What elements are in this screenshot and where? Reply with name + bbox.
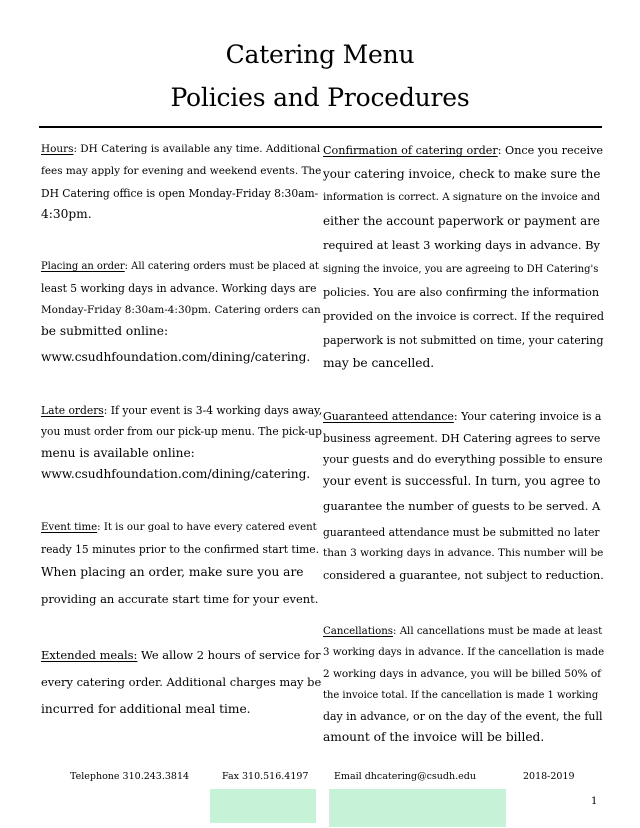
- policy-text: information is correct. A signature on the invoice and: [323, 192, 601, 204]
- policy-text: menu is available online:: [41, 445, 195, 460]
- page-number: 1: [591, 796, 598, 807]
- policy-text: policies. You are also confirming the information: [323, 286, 600, 300]
- policy-late-orders: [41, 400, 321, 485]
- policy-text: you must order from our pick-up menu. The pick-up: [41, 425, 322, 439]
- policy-text: fees may apply for evening and weekend events. The: [41, 164, 322, 177]
- policy-text: considered a guarantee, not subject to reduction.: [323, 568, 604, 582]
- policy-hours: [41, 139, 321, 226]
- policy-label: Late orders: [41, 404, 104, 417]
- policy-label: Guaranteed attendance: [323, 410, 454, 423]
- policy-text: incurred for additional meal time.: [41, 702, 251, 716]
- policy-placing-order: [41, 256, 321, 369]
- policy-label: Placing an order: [41, 261, 125, 272]
- policy-text: your guests and do everything possible to ensure: [323, 453, 603, 466]
- policy-text: 2 working days in advance, you will be billed 50% of: [323, 667, 602, 680]
- policy-url: www.csudhfoundation.com/dining/catering.: [41, 350, 311, 365]
- title-policies: Policies and Procedures: [170, 83, 470, 112]
- policy-label: Extended meals:: [41, 648, 138, 662]
- policy-event-time: [41, 517, 321, 610]
- policy-text: be submitted online:: [41, 324, 169, 339]
- policy-text: : Your catering invoice is a: [453, 410, 602, 423]
- policy-text: providing an accurate start time for your event.: [41, 592, 319, 606]
- policy-text: : DH Catering is available any time. Additional: [73, 143, 321, 155]
- policy-text: When placing an order, make sure you are: [41, 565, 304, 579]
- policy-text: amount of the invoice will be billed.: [323, 730, 545, 745]
- footer-year: 2018-2019: [523, 771, 575, 782]
- policy-guaranteed-attendance: [323, 406, 603, 586]
- policy-text: least 5 working days in advance. Working days are: [41, 281, 317, 295]
- policy-text: We allow 2 hours of service for: [137, 648, 321, 662]
- policy-confirmation: [323, 139, 603, 376]
- policy-text: : All cancellations must be made at least: [393, 626, 603, 637]
- policy-cancellations: [323, 621, 603, 749]
- policy-text: the invoice total. If the cancellation is made 1 working: [323, 689, 599, 701]
- policy-text: may be cancelled.: [323, 356, 435, 371]
- policy-text: : It is our goal to have every catered event: [97, 522, 317, 533]
- policy-text: 4:30pm.: [41, 207, 92, 222]
- footer-fax: Fax 310.516.4197: [222, 771, 309, 782]
- title-catering-menu: Catering Menu: [225, 40, 415, 69]
- policy-text: ready 15 minutes prior to the confirmed start time.: [41, 543, 319, 556]
- policy-text: : If your event is 3-4 working days away,: [103, 404, 323, 417]
- policy-text: : Once you receive: [497, 144, 604, 157]
- policy-text: either the account paperwork or payment are: [323, 214, 600, 229]
- policy-text: your event is successful. In turn, you agree to: [323, 473, 601, 488]
- footer-green-block-right: [329, 789, 506, 827]
- policy-text: signing the invoice, you are agreeing to DH Catering's: [323, 263, 599, 275]
- policy-label: Cancellations: [323, 626, 394, 637]
- policy-text: DH Catering office is open Monday-Friday 8:30am-: [41, 186, 319, 200]
- policy-text: required at least 3 working days in advance. By: [323, 237, 601, 252]
- policy-url: www.csudhfoundation.com/dining/catering.: [41, 466, 311, 481]
- footer-email: Email dhcatering@csudh.edu: [334, 771, 476, 782]
- header-divider: [39, 126, 602, 128]
- policy-text: every catering order. Additional charges may be: [41, 675, 322, 689]
- policy-text: business agreement. DH Catering agrees to serve: [323, 431, 601, 445]
- policy-label: Hours: [41, 143, 74, 155]
- policy-label: Event time: [41, 522, 98, 533]
- policy-text: your catering invoice, check to make sure the: [323, 166, 601, 181]
- policy-text: guaranteed attendance must be submitted no later: [323, 525, 600, 539]
- policy-text: provided on the invoice is correct. If the required: [323, 309, 604, 323]
- policy-text: than 3 working days in advance. This number will be: [323, 547, 604, 559]
- policy-label: Confirmation of catering order: [323, 144, 498, 157]
- policy-extended-meals: [41, 642, 321, 723]
- policy-text: Monday-Friday 8:30am-4:30pm. Catering orders can: [41, 303, 321, 316]
- policy-text: paperwork is not submitted on time, your catering: [323, 333, 604, 347]
- policy-text: day in advance, or on the day of the event, the full: [323, 710, 603, 724]
- footer-green-block-left: [210, 789, 316, 823]
- policy-text: guarantee the number of guests to be served. A: [323, 499, 601, 513]
- footer-telephone: Telephone 310.243.3814: [70, 771, 190, 782]
- policy-text: 3 working days in advance. If the cancellation is made: [323, 647, 605, 659]
- policy-text: : All catering orders must be placed at: [124, 261, 319, 272]
